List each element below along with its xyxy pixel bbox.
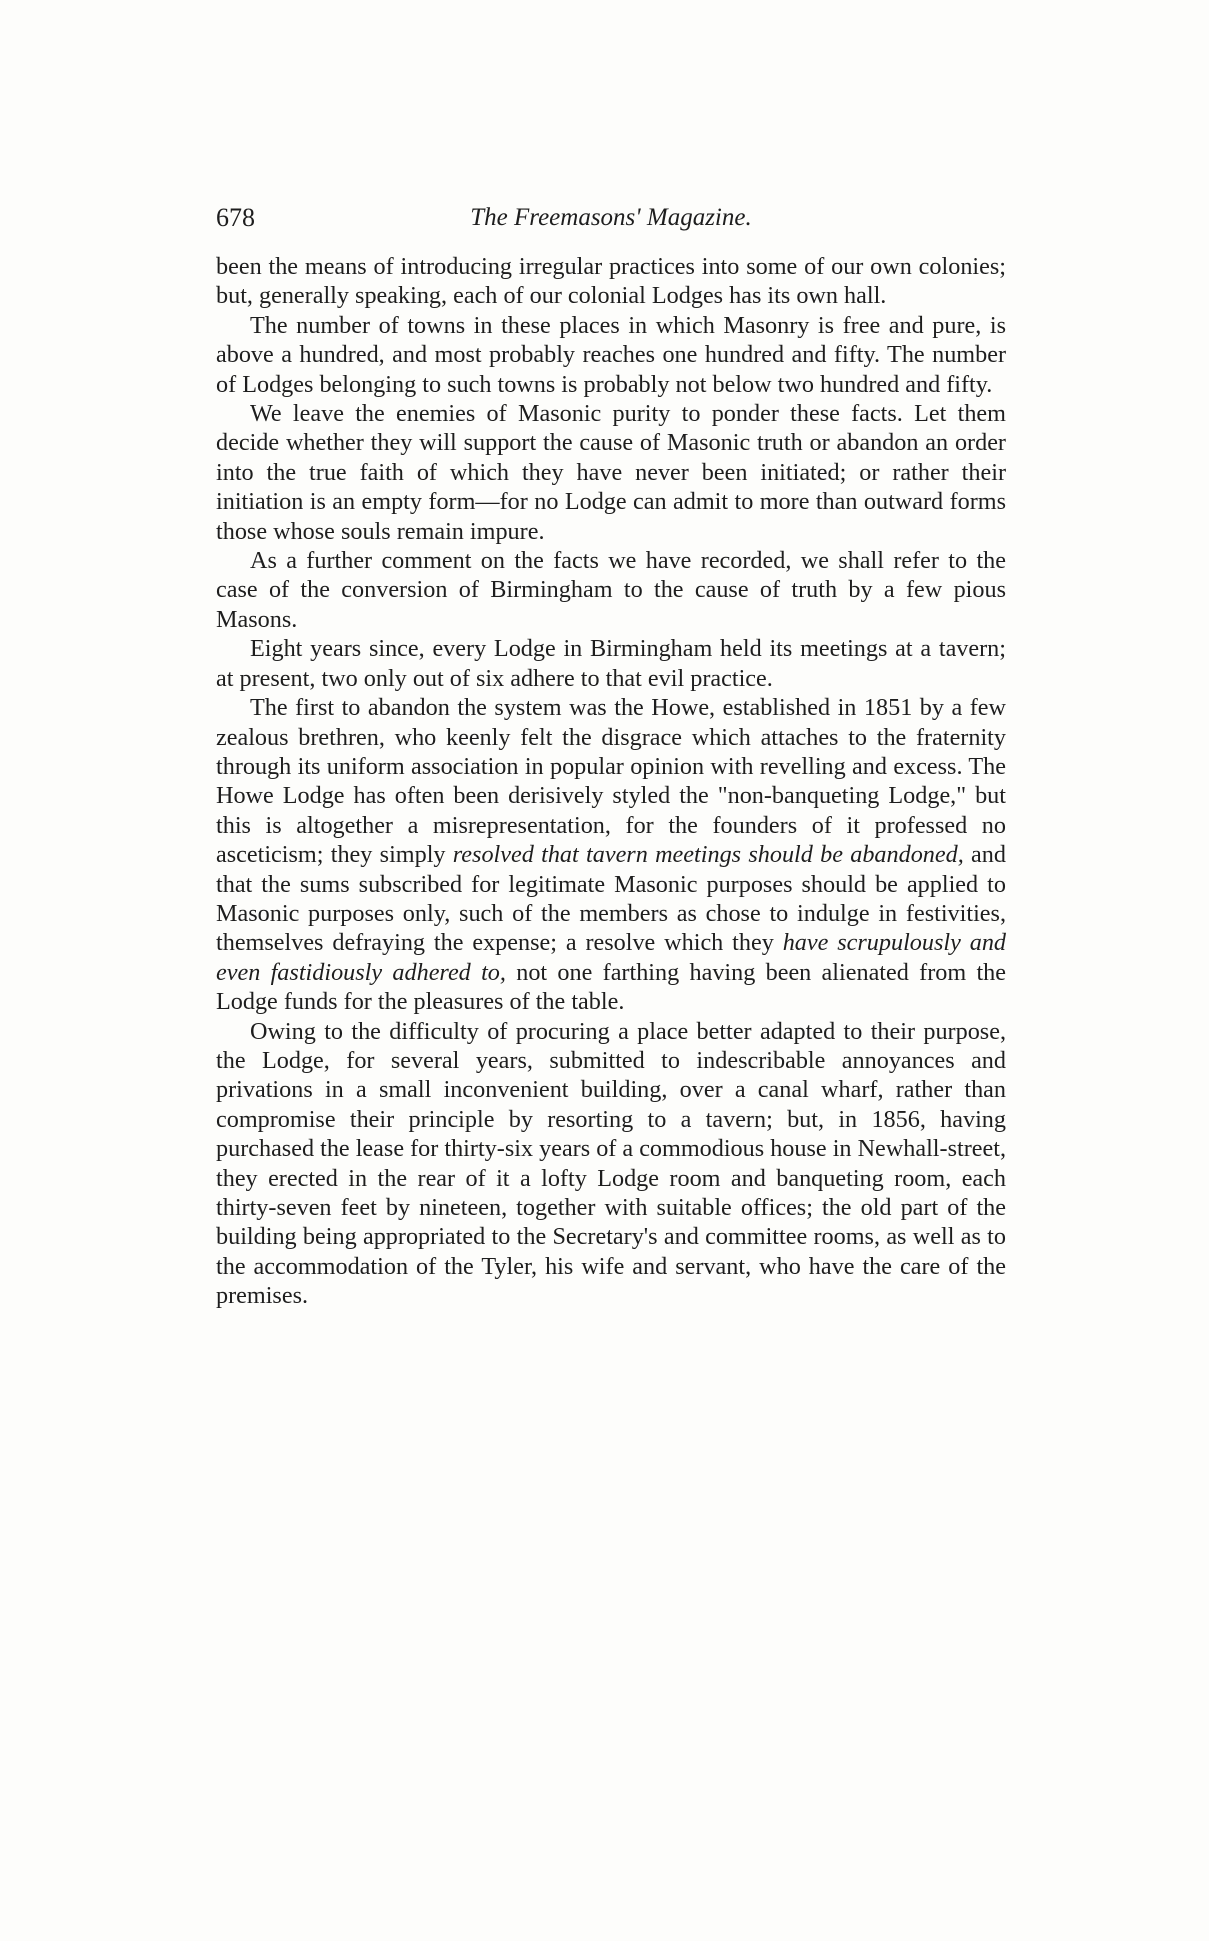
paragraph-eight-years: Eight years since, every Lodge in Birmingham held its meetings at a tavern; at present, two only out of six adhere to that evil practice. (216, 635, 1006, 692)
howe-text-1: The first to abandon the system was the Howe, established in 1851 by a few zealous brethren, who keenly felt the disgrace which attaches to the fraternity through its uniform association in popular opinion with revelling and excess. The Howe Lodge has often been derisively styled the "non-banqueting Lodge," but this is altogether a misrepresentation, for the founders of it professed no asceticism; they simply (216, 694, 1006, 869)
paragraph-birmingham-intro: As a further comment on the facts we have recorded, we shall refer to the case of the conversion of Birmingham to the cause of truth by a few pious Masons. (216, 547, 1006, 633)
page-header (216, 200, 1006, 236)
page-number: 678 (216, 203, 255, 232)
paragraph-enemies: We leave the enemies of Masonic purity to ponder these facts. Let them decide whether they will support the cause of Masonic truth or abandon an order into the true faith of which they have never been initiated; or rather their initiation is an empty form—for no Lodge can admit to more than outward forms those whose souls remain impure. (216, 400, 1006, 545)
running-title: The Freemasons' Magazine. (470, 204, 752, 231)
howe-italic-1: resolved that tavern meetings should be abandoned, (452, 841, 964, 869)
article-body (216, 252, 1006, 1311)
paragraph-howe-lodge (216, 693, 1006, 1016)
howe-text-2: and that the sums subscribed for legitimate Masonic purposes should be applied to Masonic purposes only, such of the members as chose to indulge in festivities, themselves defraying the expense; a resolve which they (216, 841, 1006, 957)
paragraph-continued: been the means of introducing irregular practices into some of our own colonies; but, generally speaking, each of our colonial Lodges has its own hall. (216, 253, 1006, 310)
howe-italic-2: have scrupulously and even fastidiously adhered to, (216, 929, 1007, 986)
howe-text-3: not one farthing having been alienated from the Lodge funds for the pleasures of the table. (216, 958, 1006, 1016)
paragraph-towns: The number of towns in these places in which Masonry is free and pure, is above a hundred, and most probably reaches one hundred and fifty. The number of Lodges belonging to such towns is probably not below two hundred and fifty. (216, 311, 1006, 398)
paragraph-newhall-street: Owing to the difficulty of procuring a place better adapted to their purpose, the Lodge, for several years, submitted to indescribable annoyances and privations in a small inconvenient building, over a canal wharf, rather than compromise their principle by resorting to a tavern; but, in 1856, having purchased the lease for thirty-six years of a commodious house in Newhall-street, they erected in the rear of it a lofty Lodge room and banqueting room, each thirty-seven feet by nineteen, together with suitable offices; the old part of the building being appropriated to the Secretary's and committee rooms, as well as to the accommodation of the Tyler, his wife and servant, who have the care of the premises. (216, 1017, 1006, 1310)
